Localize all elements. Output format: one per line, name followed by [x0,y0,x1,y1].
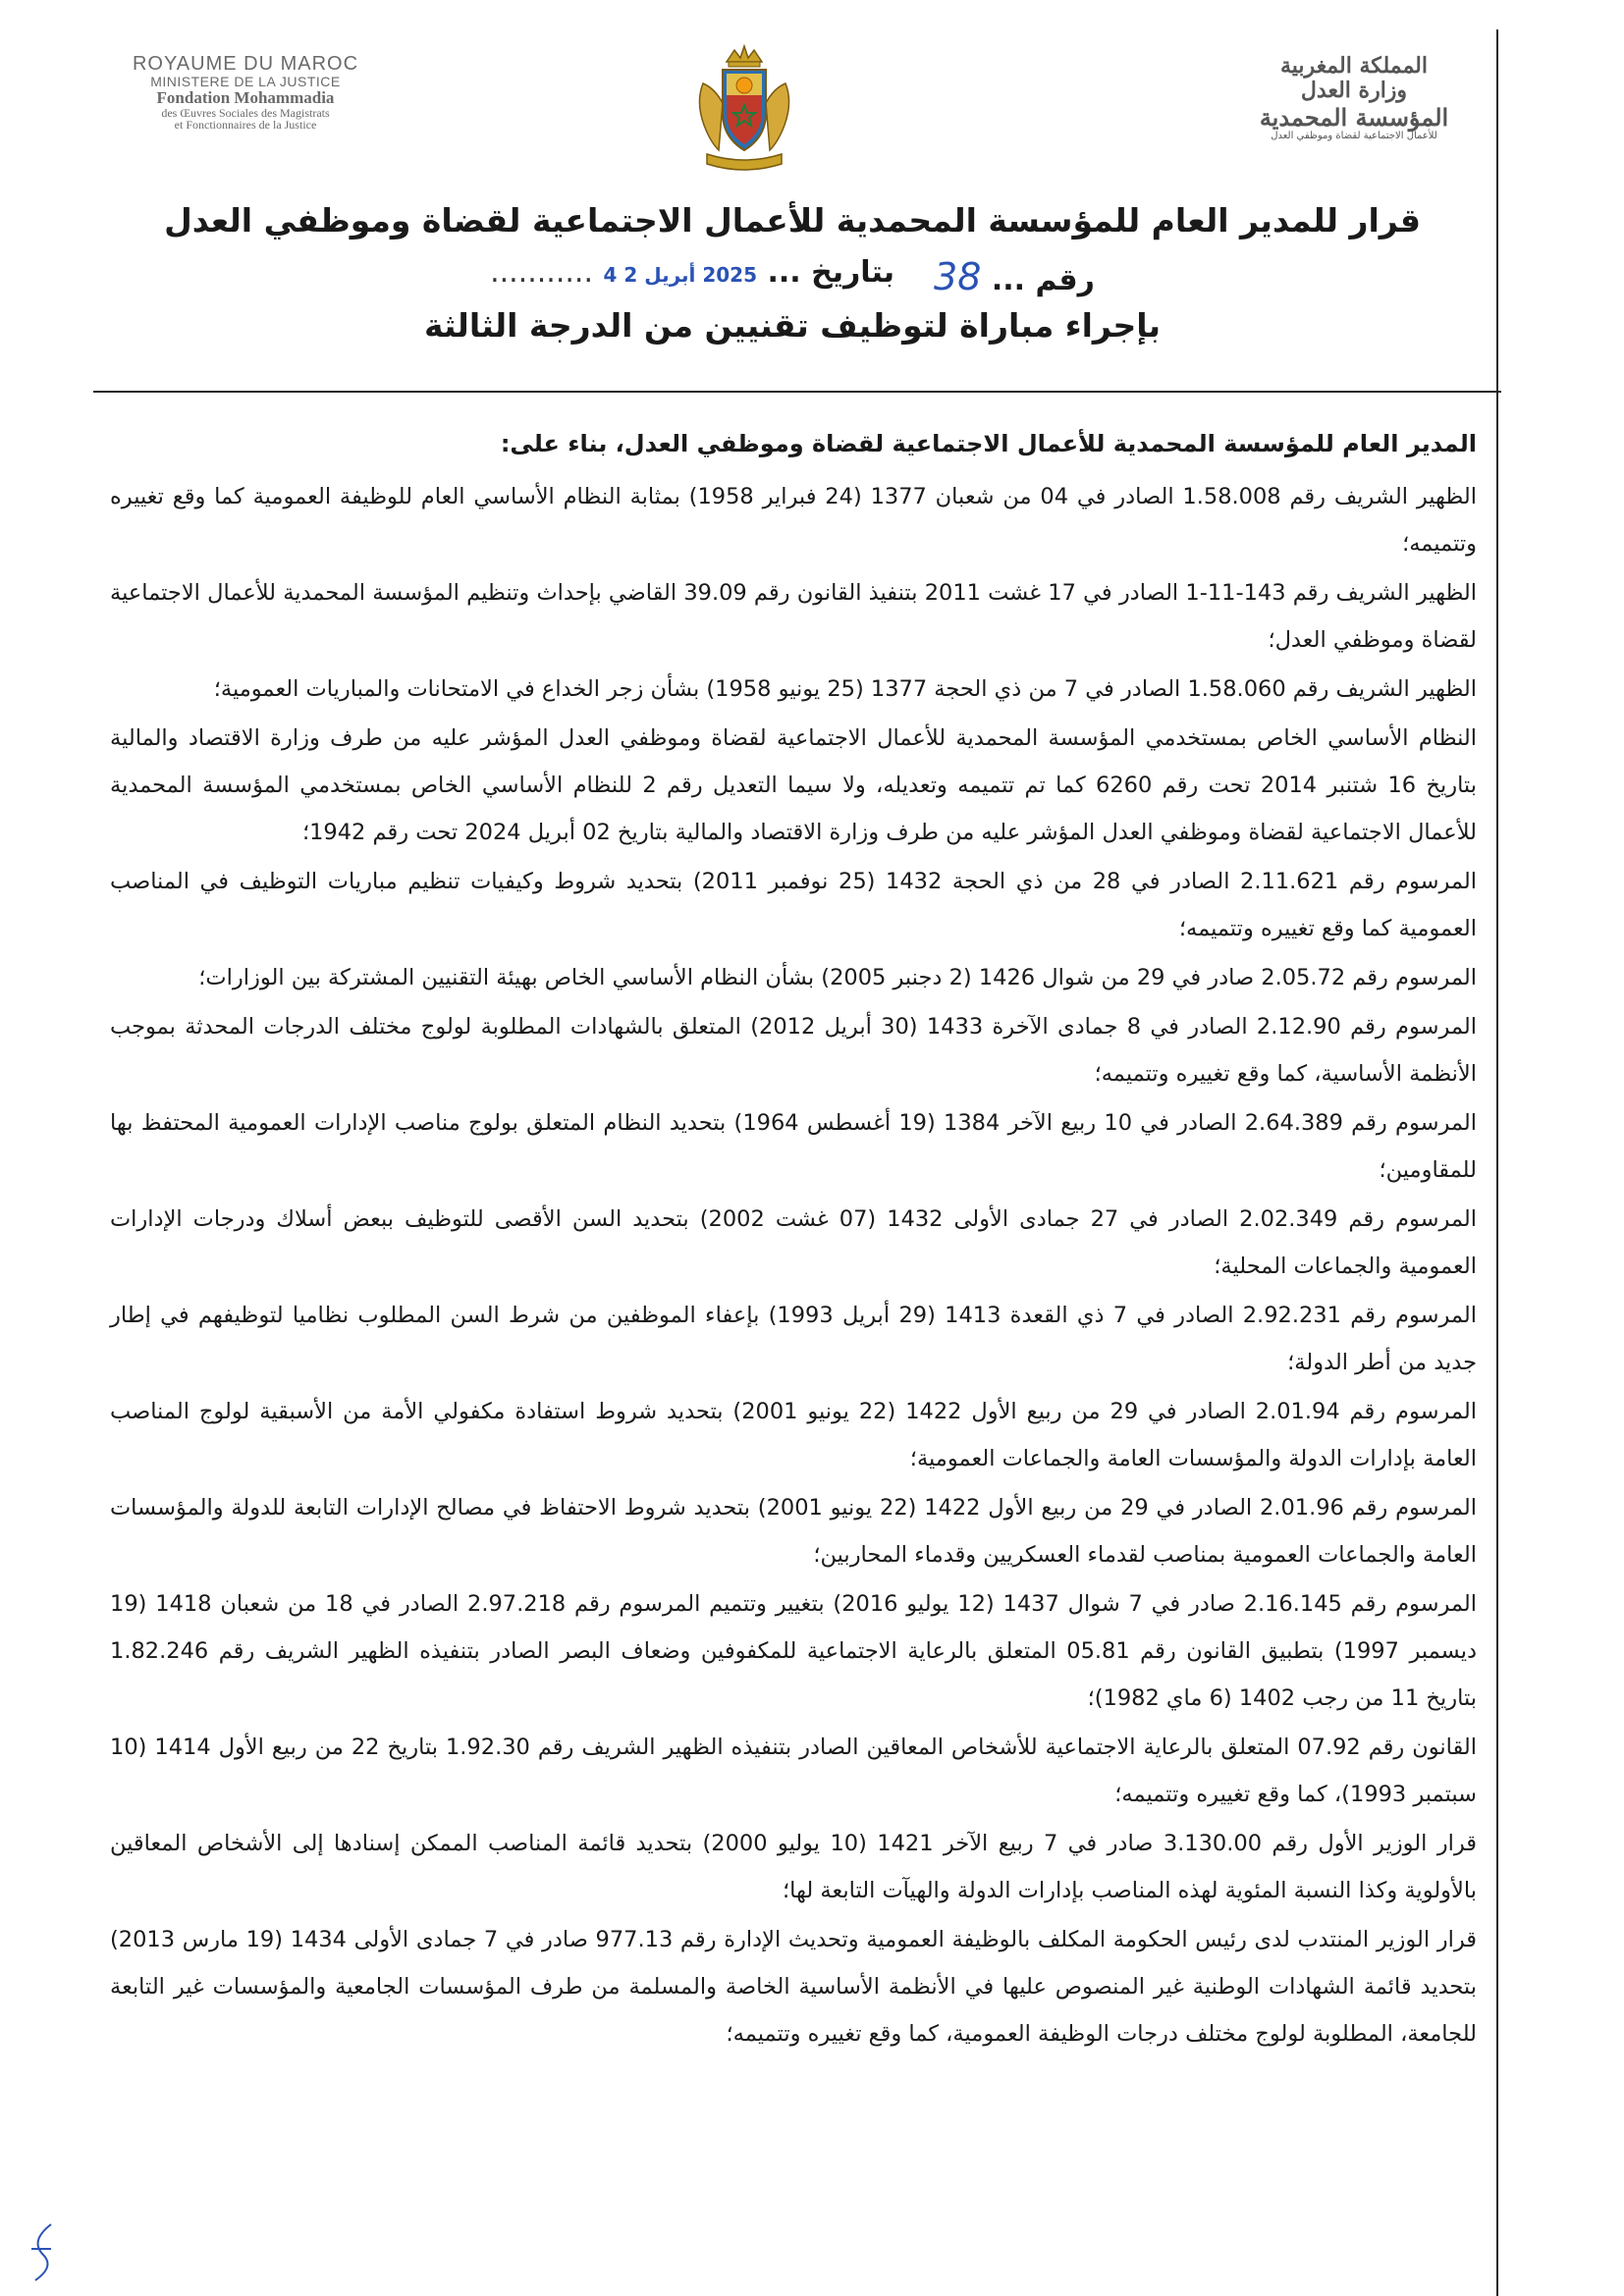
fr-line-oeuvres: des Œuvres Sociales des Magistrats [161,105,330,120]
date-label: بتاريخ ... [767,255,895,290]
legal-reference-paragraph: المرسوم رقم 2.01.94 الصادر في 29 من ربيع الأول 1422 (22 يونيو 2001) بتحديد شروط استفادة مكفولي الأمة من الأسبقية لولوج المناصب العامة بإدارات الدولة والمؤسسات العامة والجماعات العمومية؛ [110,1399,1477,1471]
legal-reference-paragraph: المرسوم رقم 2.92.231 الصادر في 7 ذي القعدة 1413 (29 أبريل 1993) بإعفاء الموظفين من شرط السن المطلوب نظاميا لتوظيفهم في إطار جديد من أطر الدولة؛ [110,1303,1477,1375]
number-field [934,255,1095,298]
fr-line-kingdom: ROYAUME DU MAROC [132,53,359,75]
ar-line-ministry: وزارة العدل [1300,78,1408,104]
legal-reference-paragraph: المرسوم رقم 2.01.96 الصادر في 29 من ربيع الأول 1422 (22 يونيو 2001) بتحديد شروط الاحتفاظ في مصالح الإدارات التابعة للدولة والمؤسسات العامة والجماعات العمومية بمناصب لقدماء العسكريين وقدماء المحاربين؛ [110,1495,1478,1568]
reference-line [108,255,1477,298]
number-value: 38 [934,255,982,298]
legal-reference-paragraph: المرسوم رقم 2.02.349 الصادر في 27 جمادى الأولى 1432 (07 غشت 2002) بتحديد السن الأقصى للتوظيف ببعض أسلاك ودرجات الإدارات العمومية والجماعات المحلية؛ [110,1206,1477,1279]
decision-body [110,420,1477,2059]
date-stamp: 2025 أبريل 2 4 [603,263,758,287]
legal-reference-paragraph: الظهير الشريف رقم 1.58.060 الصادر في 7 من ذي الحجة 1377 (25 يونيو 1958) بشأن زجر الخداع في الامتحانات والمباريات العمومية؛ [213,676,1477,702]
legal-reference-paragraph: المرسوم رقم 2.64.389 الصادر في 10 ربيع الآخر 1384 (19 أغسطس 1964) بتحديد النظام المتعلق بولوج مناصب الإدارات العمومية المحتفظ بها للمقاومين؛ [110,1110,1477,1183]
decision-title [108,201,1477,345]
french-letterhead [108,54,383,132]
letterhead [108,54,1477,182]
legal-reference-paragraph: المرسوم رقم 2.16.145 صادر في 7 شوال 1437 (12 يوليو 2016) بتغيير وتتميم المرسوم رقم 2.97.218 الصادر في 18 من شعبان 1418 (19 ديسمبر 1997) بتطبيق القانون رقم 05.81 المتعلق بالرعاية الاجتماعية للمكفوفين وضعاف البصر الصادر بتنفيذه الظهير الشريف رقم 1.82.246 بتاريخ 11 من رجب 1402 (6 ماي 1982)؛ [110,1591,1478,1711]
decision-heading: قرار للمدير العام للمؤسسة المحمدية للأعمال الاجتماعية لقضاة وموظفي العدل [164,201,1421,240]
date-dots: ........... [490,255,593,290]
date-field [490,255,894,298]
ar-line-foundation: المؤسسة المحمدية [1259,102,1449,132]
legal-reference-paragraph: الظهير الشريف رقم 143-11-1 الصادر في 17 غشت 2011 بتنفيذ القانون رقم 39.09 القاضي بإحداث وتنظيم المؤسسة المحمدية للأعمال الاجتماعية لقضاة وموظفي العدل؛ [110,580,1478,653]
page-border [1496,29,1498,2296]
legal-reference-paragraph: المرسوم رقم 2.11.621 الصادر في 28 من ذي الحجة 1432 (25 نوفمبر 2011) بتحديد شروط وكيفيات تنظيم مباريات التوظيف في المناصب العمومية كما وقع تغييره وتتميمه؛ [110,869,1477,941]
legal-reference-paragraph: قرار الوزير الأول رقم 3.130.00 صادر في 7 ربيع الآخر 1421 (10 يوليو 2000) بتحديد قائمة المناصب الممكن إسنادها إلى الأشخاص المعاقين بالأولوية وكذا النسبة المئوية لهذه المناصب بإدارات الدولة والهيآت التابعة لها؛ [110,1831,1477,1903]
fr-line-foundation: Fondation Mohammadia [156,87,335,107]
preamble-intro: المدير العام للمؤسسة المحمدية للأعمال الاجتماعية لقضاة وموظفي العدل، بناء على: [500,430,1477,457]
handwritten-initial-mark [22,2219,61,2288]
fr-line-ministry: MINISTERE DE LA JUSTICE [150,74,341,89]
legal-reference-paragraph: المرسوم رقم 2.12.90 الصادر في 8 جمادى الآخرة 1433 (30 أبريل 2012) المتعلق بالشهادات المطلوبة لولوج مختلف الدرجات المحدثة بموجب الأنظمة الأساسية، كما وقع تغييره وتتميمه؛ [110,1014,1477,1087]
fr-line-fonctionnaires: et Fonctionnaires de la Justice [174,118,317,133]
horizontal-divider [93,391,1501,393]
legal-reference-paragraph: القانون رقم 07.92 المتعلق بالرعاية الاجتماعية للأشخاص المعاقين الصادر بتنفيذه الظهير الشريف رقم 1.92.30 بتاريخ 22 من ربيع الأول 1414 (10 سبتمبر 1993)، كما وقع تغييره وتتميمه؛ [110,1735,1478,1807]
number-label: رقم ... [991,263,1095,297]
legal-reference-paragraph: قرار الوزير المنتدب لدى رئيس الحكومة المكلف بالوظيفة العمومية وتحديث الإدارة رقم 977.13 صادر في 7 جمادى الأولى 1434 (19 مارس 2013) بتحديد قائمة الشهادات الوطنية غير المنصوص عليها في الأنظمة الأساسية الخاصة والمسلمة من طرف المؤسسات الجامعية والمؤسسات غير التابعة للجامعة، المطلوبة لولوج مختلف درجات الوظيفة العمومية، كما وقع تغييره وتتميمه؛ [110,1927,1478,2047]
decision-subject: بإجراء مباراة لتوظيف تقنيين من الدرجة الثالثة [423,306,1162,345]
legal-reference-paragraph: النظام الأساسي الخاص بمستخدمي المؤسسة المحمدية للأعمال الاجتماعية لقضاة وموظفي العدل المؤشر عليه من طرف وزارة الاقتصاد والمالية بتاريخ 16 شتنبر 2014 تحت رقم 6260 كما تم تتميمه وتعديله، ولا سيما التعديل رقم 2 للنظام الأساسي الخاص بمستخدمي المؤسسة المحمدية للأعمال الاجتماعية لقضاة وموظفي العدل المؤشر عليه من طرف وزارة الاقتصاد والمالية بتاريخ 02 أبريل 2024 تحت رقم 1942؛ [110,725,1477,845]
ar-line-social-works: للأعمال الاجتماعية لقضاة وموظفي العدل [1271,131,1437,142]
legal-reference-paragraph: الظهير الشريف رقم 1.58.008 الصادر في 04 من شعبان 1377 (24 فبراير 1958) بمثابة النظام الأساسي العام للوظيفة العمومية كما وقع تغييره وتتميمه؛ [110,484,1477,557]
ar-line-kingdom: المملكة المغربية [1280,53,1428,79]
arabic-letterhead [1231,54,1477,142]
moroccan-coat-of-arms-icon [685,44,803,177]
legal-reference-paragraph: المرسوم رقم 2.05.72 صادر في 29 من شوال 1426 (2 دجنبر 2005) بشأن النظام الأساسي الخاص بهيئة التقنيين المشتركة بين الوزارات؛ [198,965,1477,990]
